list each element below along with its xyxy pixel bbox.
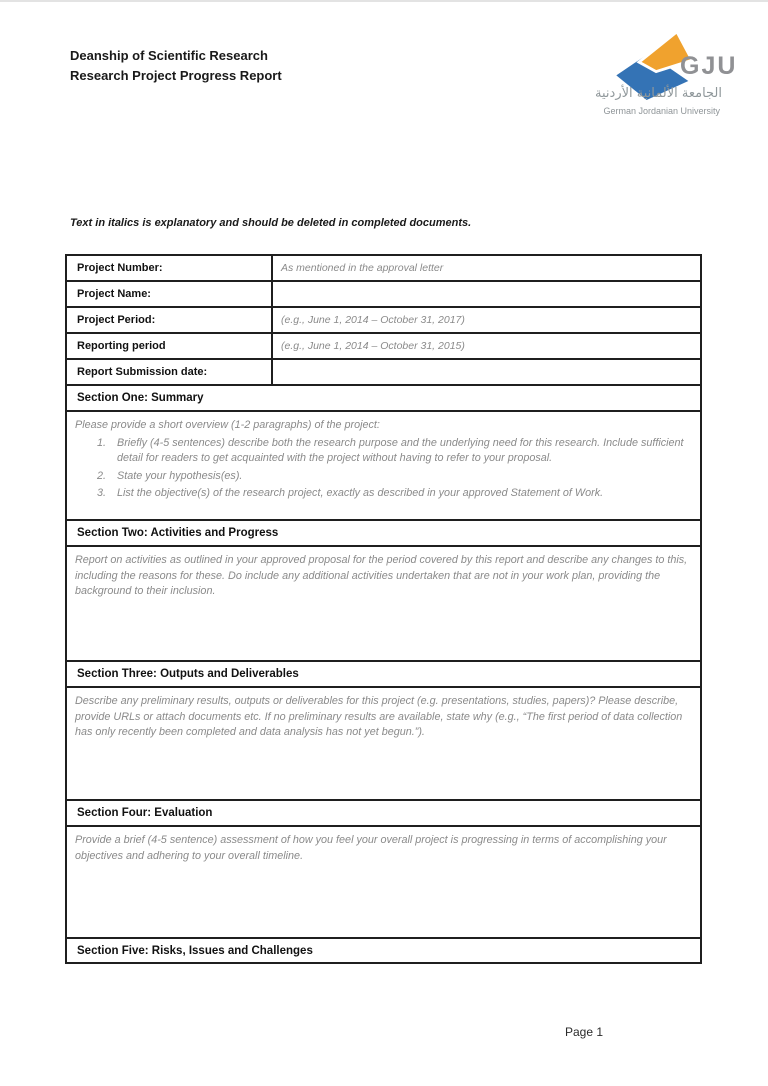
list-item: 2. State your hypothesis(es). <box>97 469 243 482</box>
gju-logo-acronym: GJU <box>680 52 738 80</box>
project-number-label: Project Number: <box>67 256 273 280</box>
gju-logo <box>560 26 738 126</box>
project-period-label: Project Period: <box>67 308 273 332</box>
section-four-header: Section Four: Evaluation <box>67 801 700 827</box>
form-row-project-number <box>67 256 700 282</box>
section-four-body[interactable]: Provide a brief (4-5 sentence) assessment of how you feel your overall project is progressing in terms of accomplishing your objectives and adhering to your overall timeline. <box>67 827 700 939</box>
section-two-body[interactable]: Report on activities as outlined in your approved proposal for the period covered by this report and describe any changes to this, including the reasons for these. Do include any additional activities undertaken that are not in your work plan, providing the background to their inclusion. <box>67 547 700 662</box>
doc-title-line2: Research Project Progress Report <box>70 68 282 83</box>
reporting-period-label: Reporting period <box>67 334 273 358</box>
section-one-intro: Please provide a short overview (1-2 paragraphs) of the project: <box>75 419 380 431</box>
section-three-header: Section Three: Outputs and Deliverables <box>67 662 700 688</box>
reporting-period-field[interactable]: (e.g., June 1, 2014 – October 31, 2015) <box>281 340 465 352</box>
submission-date-field[interactable] <box>273 360 700 384</box>
project-number-field[interactable]: As mentioned in the approval letter <box>281 262 444 274</box>
section-three-body[interactable]: Describe any preliminary results, outputs or deliverables for this project (e.g. presentations, studies, papers)? Please describe, provide URLs or attach documents etc. If no preliminary results are available, state why (e.g., “The first period of data collection has only recently been completed and data analysis has not yet begun.”). <box>67 688 700 801</box>
gju-name-arabic: الجامعة الألمانية الأردنية <box>595 86 722 101</box>
page-number: Page 1 <box>565 1025 604 1039</box>
project-period-field[interactable]: (e.g., June 1, 2014 – October 31, 2017) <box>281 314 465 326</box>
progress-report-table <box>65 254 702 964</box>
list-item: 1. Briefly (4-5 sentences) describe both the research purpose and the underlying need for this research. Include sufficient detail for readers to get acquainted with the project without having to refer to your proposal. <box>97 436 684 464</box>
list-item: 3. List the objective(s) of the research project, exactly as described in your approved Statement of Work. <box>97 487 604 499</box>
section-one-body[interactable] <box>67 412 700 521</box>
doc-title-line1: Deanship of Scientific Research <box>70 48 268 63</box>
section-one-header: Section One: Summary <box>67 386 700 412</box>
form-row-project-name <box>67 282 700 308</box>
doc-header <box>70 46 282 86</box>
project-name-field[interactable] <box>273 282 700 306</box>
project-name-label: Project Name: <box>67 282 273 306</box>
form-row-project-period <box>67 308 700 334</box>
note-text: Text in italics is explanatory and should be deleted in completed documents. <box>70 217 472 229</box>
gju-name-english: German Jordanian University <box>603 106 720 116</box>
submission-date-label: Report Submission date: <box>67 360 273 384</box>
form-row-reporting-period <box>67 334 700 360</box>
section-five-header: Section Five: Risks, Issues and Challenges <box>77 944 313 957</box>
form-row-submission-date <box>67 360 700 386</box>
section-two-header: Section Two: Activities and Progress <box>67 521 700 547</box>
